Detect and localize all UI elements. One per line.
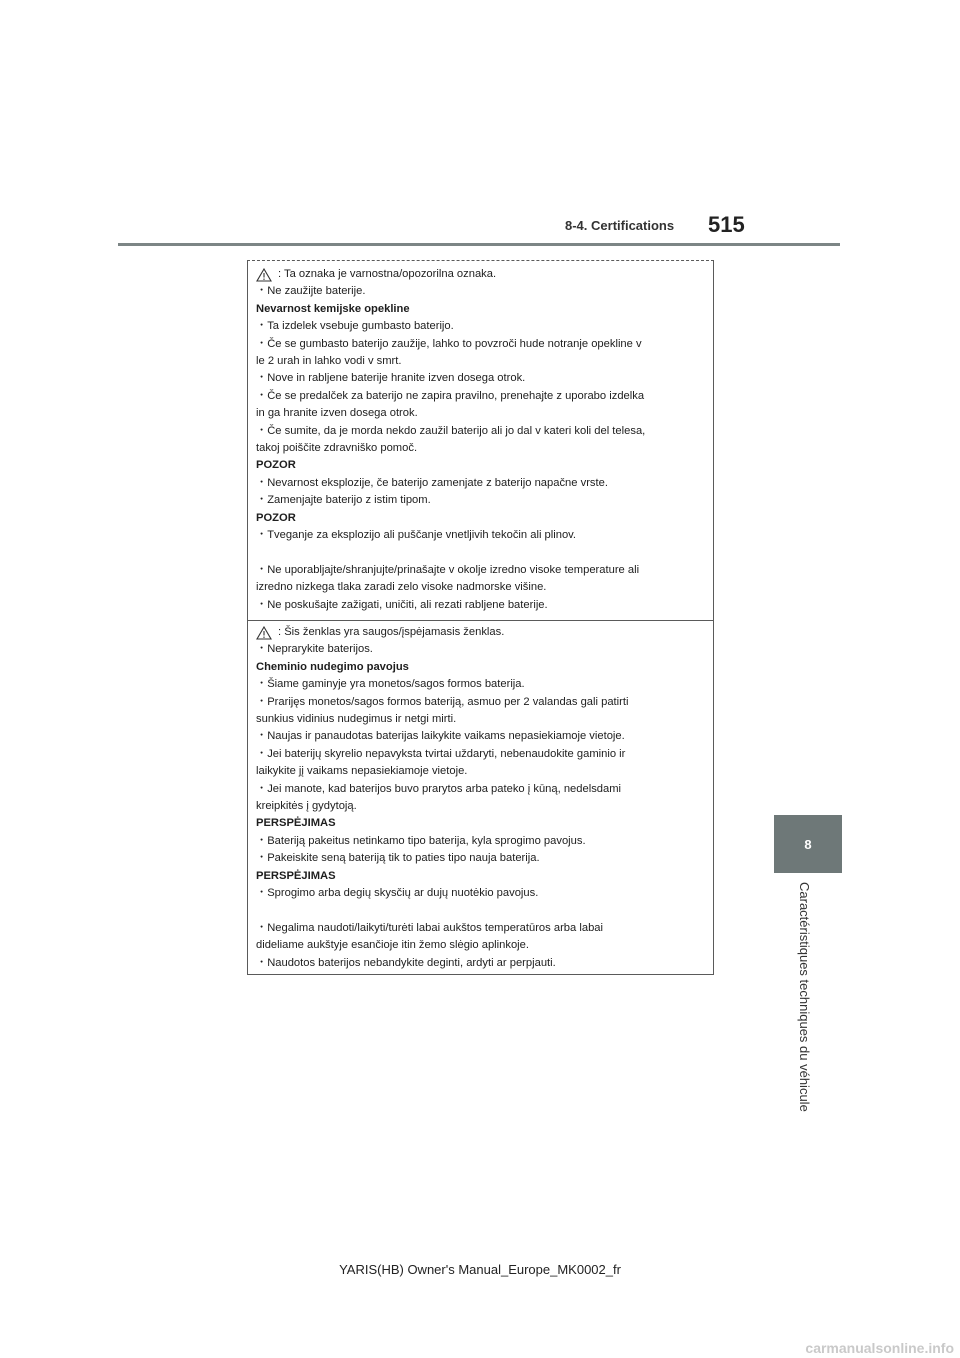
lithuanian-text-line: kreipkitės į gydytoją. bbox=[256, 800, 357, 813]
slovenian-warning-block bbox=[256, 266, 706, 614]
slovenian-text-line: ・Ne poskušajte zažigati, uničiti, ali rezati rabljene baterije. bbox=[256, 598, 548, 611]
lithuanian-text-line: ・Negalima naudoti/laikyti/turėti labai aukštos temperatūros arba labai bbox=[256, 921, 603, 934]
lithuanian-symbol-line bbox=[256, 624, 706, 641]
slovenian-symbol-text: : Ta oznaka je varnostna/opozorilna oznaka. bbox=[278, 268, 497, 280]
warning-triangle-icon bbox=[256, 268, 272, 282]
lithuanian-warning-block bbox=[256, 624, 706, 972]
slovenian-text-line: ・Nove in rabljene baterije hranite izven dosega otrok. bbox=[256, 372, 526, 385]
chapter-tab[interactable]: 8 bbox=[774, 815, 842, 873]
lithuanian-spacer bbox=[256, 903, 706, 920]
lithuanian-text-line: ・Naudotos baterijos nebandykite deginti, ardyti ar perpjauti. bbox=[256, 956, 556, 969]
slovenian-text-line: ・Tveganje za eksplozijo ali puščanje vnetljivih tekočin ali plinov. bbox=[256, 529, 577, 542]
lithuanian-text-line: ・Neprarykite baterijos. bbox=[256, 643, 373, 656]
slovenian-heading: POZOR bbox=[256, 459, 296, 472]
chapter-side-label: Caractéristiques techniques du véhicule bbox=[797, 882, 812, 1112]
lithuanian-text-line: ・Pakeiskite seną bateriją tik to paties tipo nauja baterija. bbox=[256, 852, 540, 865]
slovenian-text-line: takoj poiščite zdravniško pomoč. bbox=[256, 442, 418, 455]
slovenian-text-line: ・Zamenjajte baterijo z istim tipom. bbox=[256, 494, 431, 507]
slovenian-heading: Nevarnost kemijske opekline bbox=[256, 302, 410, 315]
lithuanian-text-line: ・Jei manote, kad baterijos buvo prarytos arba pateko į kūną, nedelsdami bbox=[256, 782, 622, 795]
slovenian-heading: POZOR bbox=[256, 511, 296, 524]
page-number: 515 bbox=[708, 212, 745, 237]
slovenian-text-line: le 2 urah in lahko vodi v smrt. bbox=[256, 355, 402, 368]
lithuanian-text-line: dideliame aukštyje esančioje itin žemo slėgio aplinkoje. bbox=[256, 939, 530, 952]
watermark[interactable]: carmanualsonline.info bbox=[805, 1340, 954, 1356]
lithuanian-text-line: ・Šiame gaminyje yra monetos/sagos formos baterija. bbox=[256, 678, 525, 691]
lithuanian-text-line: ・Bateriją pakeitus netinkamo tipo baterija, kyla sprogimo pavojus. bbox=[256, 834, 586, 847]
lithuanian-heading: Cheminio nudegimo pavojus bbox=[256, 660, 409, 673]
section-title: 8-4. Certifications bbox=[565, 218, 675, 233]
header-rule bbox=[118, 243, 840, 246]
slovenian-text-line: ・Nevarnost eksplozije, če baterijo zamenjate z baterijo napačne vrste. bbox=[256, 476, 608, 489]
lithuanian-text-line: sunkius vidinius nudegimus ir netgi mirti. bbox=[256, 713, 457, 726]
slovenian-text-line: ・Ne uporabljajte/shranjujte/prinašajte v okolje izredno visoke temperature ali bbox=[256, 563, 640, 576]
slovenian-text-line: ・Ne zaužijte baterije. bbox=[256, 285, 366, 298]
lithuanian-text-line: ・Naujas ir panaudotas baterijas laikykite vaikams nepasiekiamoje vietoje. bbox=[256, 730, 625, 743]
lithuanian-text-line: ・Prarijęs monetos/sagos formos bateriją, asmuo per 2 valandas gali patirti bbox=[256, 695, 629, 708]
warning-triangle-icon bbox=[256, 626, 272, 640]
slovenian-text-line: ・Če se predalček za baterijo ne zapira pravilno, prenehajte z uporabo izdelka bbox=[256, 389, 645, 402]
lithuanian-text-line: ・Sprogimo arba degių skysčių ar dujų nuotėkio pavojus. bbox=[256, 887, 539, 900]
footer-manual-title: YARIS(HB) Owner's Manual_Europe_MK0002_fr bbox=[339, 1262, 621, 1277]
slovenian-text-line: ・Če se gumbasto baterijo zaužije, lahko to povzroči hude notranje opekline v bbox=[256, 337, 642, 350]
slovenian-text-line: ・Ta izdelek vsebuje gumbasto baterijo. bbox=[256, 320, 454, 333]
lithuanian-heading: PERSPĖJIMAS bbox=[256, 869, 336, 882]
slovenian-text-line: ・Če sumite, da je morda nekdo zaužil baterijo ali jo dal v kateri koli del telesa, bbox=[256, 424, 646, 437]
lithuanian-text-line: ・Jei baterijų skyrelio nepavyksta tvirtai uždaryti, nebenaudokite gaminio ir bbox=[256, 747, 626, 760]
slovenian-text-line: in ga hranite izven dosega otrok. bbox=[256, 407, 418, 420]
lithuanian-heading: PERSPĖJIMAS bbox=[256, 817, 336, 830]
slovenian-spacer bbox=[256, 545, 706, 562]
language-divider bbox=[247, 620, 714, 621]
lithuanian-symbol-text: : Šis ženklas yra saugos/įspėjamasis ženklas. bbox=[278, 626, 505, 638]
lithuanian-text-line: laikykite jį vaikams nepasiekiamoje vietoje. bbox=[256, 765, 468, 778]
slovenian-symbol-line bbox=[256, 266, 706, 283]
slovenian-text-line: izredno nizkega tlaka zaradi zelo visoke nadmorske višine. bbox=[256, 581, 547, 594]
